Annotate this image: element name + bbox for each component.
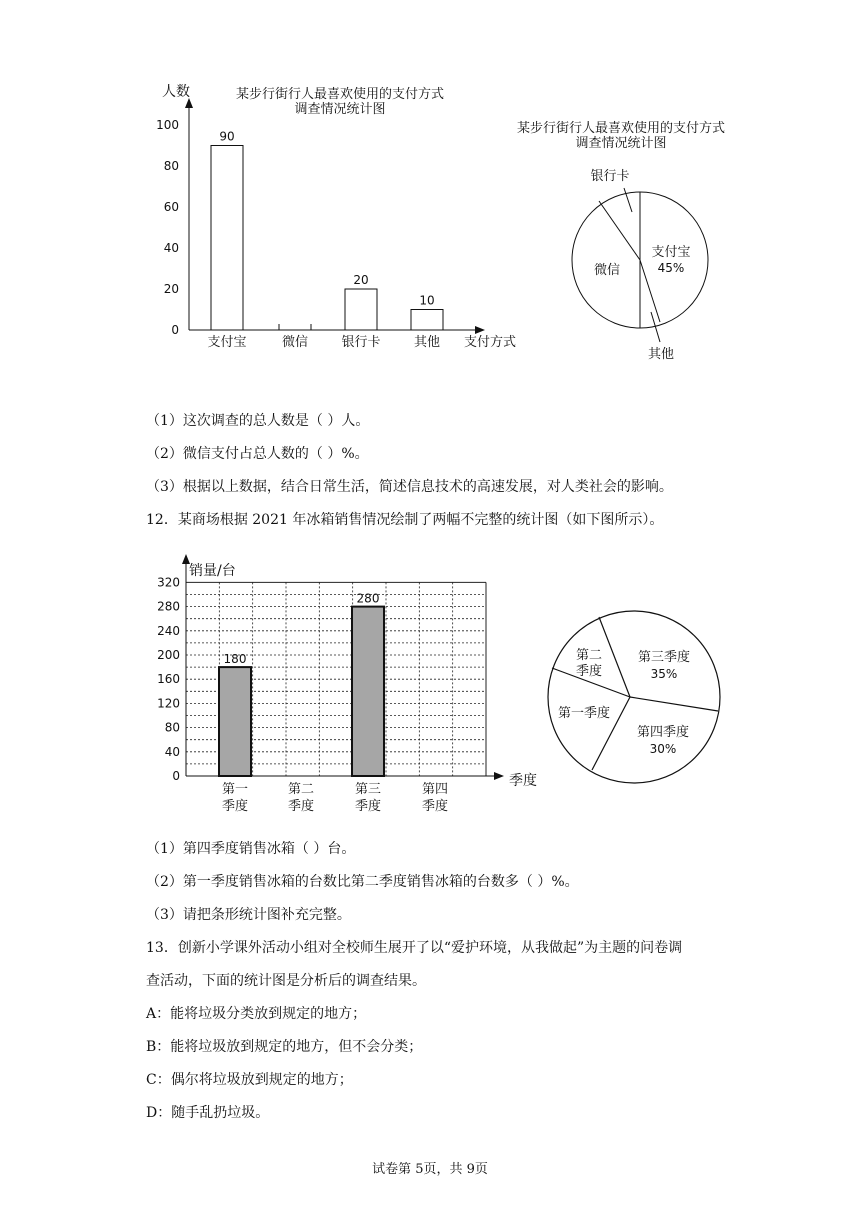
bar2-category-label: 第四 <box>421 782 449 797</box>
bar2-y-tick-label: 80 <box>164 720 180 735</box>
bar2-y-tick-label: 200 <box>157 648 180 662</box>
pie1-title-line1: 某步行街行人最喜欢使用的支付方式 <box>516 121 726 136</box>
bar2-y-tick-label: 280 <box>157 599 180 614</box>
bar2-data-label: 180 <box>223 652 247 667</box>
bar2-x-axis-label: 季度 <box>509 773 537 789</box>
bar1-y-tick-label: 80 <box>163 159 179 173</box>
bar1-y-tick-label: 20 <box>163 282 179 296</box>
bar2-y-tick-label: 320 <box>157 575 180 590</box>
bar2-category-label: 季度 <box>421 799 449 814</box>
page-footer: 试卷第 5页，共 9页 <box>372 1162 488 1177</box>
bar1-data-label: 20 <box>353 273 369 287</box>
bar2-category-label: 第二 <box>287 782 315 797</box>
q11-question-3: （3）根据以上数据，结合日常生活，简述信息技术的高速发展，对人类社会的影响。 <box>146 479 673 495</box>
q13-intro-line1: 13．创新小学课外活动小组对全校师生展开了以“爱护环境，从我做起”为主题的问卷调 <box>146 940 683 956</box>
bar1-y-axis-label: 人数 <box>162 84 190 100</box>
bar2-y-tick-label: 0 <box>172 769 180 783</box>
bar2-y-tick-label: 240 <box>157 623 180 638</box>
bar2-y-tick-label: 160 <box>157 672 180 687</box>
pie1-title-line2: 调查情况统计图 <box>575 136 667 151</box>
bar2-y-tick-label: 40 <box>164 744 180 759</box>
bar1-y-tick-label: 0 <box>171 323 179 337</box>
bar1-x-axis-label: 支付方式 <box>464 335 517 350</box>
q11-question-2: （2）微信支付占总人数的（ ）%。 <box>146 446 369 462</box>
q11-question-1: （1）这次调查的总人数是（ ）人。 <box>146 413 370 429</box>
pie2-circle <box>548 611 720 783</box>
bar2-category-label: 第三 <box>354 782 382 797</box>
q13-intro-line2: 查活动，下面的统计图是分析后的调查结果。 <box>146 973 426 989</box>
bar1-title-line1: 某步行街行人最喜欢使用的支付方式 <box>235 87 445 102</box>
bar2-category-label: 第一 <box>221 782 249 797</box>
q13-option-c: C：偶尔将垃圾放到规定的地方； <box>146 1072 353 1088</box>
bar1-title-line2: 调查情况统计图 <box>294 102 386 117</box>
bar1-data-label: 90 <box>219 129 235 144</box>
pie2-q4-label: 第四季度 <box>636 725 690 740</box>
pie2-q3-label: 第三季度 <box>637 650 691 665</box>
q12-intro: 12．某商场根据 2021 年冰箱销售情况绘制了两幅不完整的统计图（如下图所示）。 <box>146 512 664 528</box>
pie1-alipay-label: 支付宝 <box>651 245 691 260</box>
q13-option-a: A：能将垃圾分类放到规定的地方； <box>146 1006 367 1022</box>
bar2-y-axis-label: 销量/台 <box>189 563 236 579</box>
bar2-category-label: 季度 <box>221 799 249 814</box>
q13-option-d: D：随手乱扔垃圾。 <box>146 1105 270 1121</box>
bar1-data-label: 10 <box>419 293 435 308</box>
bar1-category-label: 微信 <box>281 335 309 350</box>
pie1-bank-label: 银行卡 <box>590 169 630 184</box>
bar2-category-label: 季度 <box>354 799 382 814</box>
bar2-category-label: 季度 <box>287 799 315 814</box>
q12-question-2: （2）第一季度销售冰箱的台数比第二季度销售冰箱的台数多（ ）%。 <box>146 874 579 890</box>
pie2-q1-label: 第一季度 <box>557 706 611 721</box>
bar1-y-tick-label: 40 <box>163 241 179 255</box>
bar1-category-label: 其他 <box>413 335 441 350</box>
q13-option-b: B：能将垃圾放到规定的地方，但不会分类； <box>146 1039 423 1055</box>
pie2-q2-label-line1: 第二 <box>575 648 603 663</box>
pie1-other-label: 其他 <box>647 347 675 362</box>
pie2-q3-pct: 35% <box>650 667 678 681</box>
bar2-data-label: 280 <box>356 591 380 606</box>
pie2-q4-pct: 30% <box>649 742 677 756</box>
pie1-alipay-pct: 45% <box>657 261 685 275</box>
bar2-y-tick-label: 120 <box>157 696 180 711</box>
bar1-category-label: 银行卡 <box>341 335 381 350</box>
q12-question-1: （1）第四季度销售冰箱（ ）台。 <box>146 841 356 857</box>
pie2-q2-label-line2: 季度 <box>575 664 603 679</box>
q12-question-3: （3）请把条形统计图补充完整。 <box>146 907 351 923</box>
bar1-y-tick-label: 100 <box>156 118 179 132</box>
pie1-wechat-label: 微信 <box>593 263 621 278</box>
bar1-category-label: 支付宝 <box>207 335 247 350</box>
bar1-y-tick-label: 60 <box>163 200 179 214</box>
